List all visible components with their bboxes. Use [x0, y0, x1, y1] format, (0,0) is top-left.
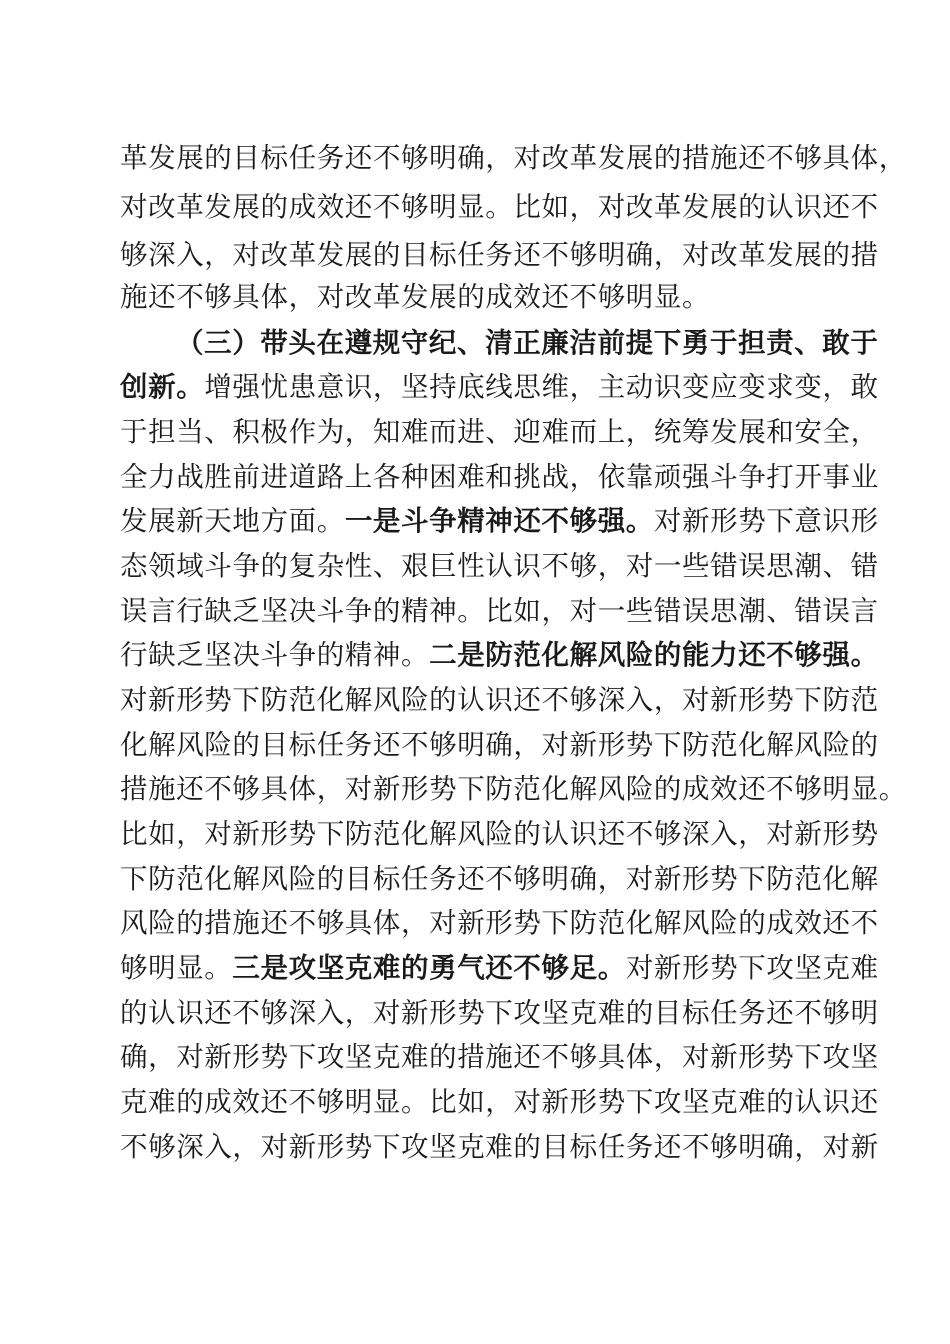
text-line: [120, 1080, 879, 1124]
text-run: 克难的成效还不够明显。比如，对新形势下攻坚克难的认识还: [120, 1086, 879, 1118]
text-line: [120, 901, 879, 945]
text-line: [120, 544, 879, 588]
text-run: 风险的措施还不够具体，对新形势下防范化解风险的成效还不: [120, 907, 879, 939]
text-run: 的认识还不够深入，对新形势下攻坚克难的目标任务还不够明: [120, 997, 879, 1029]
text-line: [120, 946, 879, 990]
point-heading-2: 二是防范化解风险的能力还不够强。: [429, 639, 879, 671]
text-run: 对改革发展的成效还不够明显。比如，对改革发展的认识还不: [120, 191, 879, 223]
text-run: 施还不够具体，对改革发展的成效还不够明显。: [120, 281, 711, 313]
text-run: 对新形势下意识形: [653, 505, 879, 537]
text-run: 化解风险的目标任务还不够明确，对新形势下防范化解风险的: [120, 729, 879, 761]
section-heading: （三）带头在遵规守纪、清正廉洁前提下勇于担责、敢于: [176, 327, 879, 359]
text-run: 误言行缺乏坚决斗争的精神。比如，对一些错误思潮、错误言: [120, 595, 879, 627]
text-run: 全力战胜前进道路上各种困难和挑战，依靠顽强斗争打开事业: [120, 461, 879, 493]
text-run: 不够深入，对新形势下攻坚克难的目标任务还不够明确，对新: [120, 1131, 879, 1163]
text-run: 态领域斗争的复杂性、艰巨性认识不够，对一些错误思潮、错: [120, 550, 879, 582]
text-line: [120, 136, 907, 180]
point-heading-1: 一是斗争精神还不够强。: [344, 505, 654, 537]
text-line: [120, 589, 879, 633]
text-line: [120, 723, 879, 767]
text-line: [120, 633, 879, 677]
text-line: [120, 1125, 879, 1169]
text-line: [120, 410, 879, 454]
text-line: [120, 233, 879, 277]
text-run: 增强忧患意识，坚持底线思维，主动识变应变求变，敢: [204, 371, 879, 403]
text-run: 比如，对新形势下防范化解风险的认识还不够深入，对新形势: [120, 818, 879, 850]
text-line: [120, 678, 879, 722]
section-heading-line: [176, 321, 879, 365]
text-run: 对新形势下攻坚克难: [625, 952, 879, 984]
text-line: [120, 275, 840, 319]
text-run: 够深入，对改革发展的目标任务还不够明确，对改革发展的措: [120, 239, 879, 271]
text-line: [120, 812, 879, 856]
text-line: [120, 365, 879, 409]
text-run: 下防范化解风险的目标任务还不够明确，对新形势下防范化解: [120, 863, 879, 895]
text-run: 行缺乏坚决斗争的精神。: [120, 639, 430, 671]
text-run: 革发展的目标任务还不够明确，对改革发展的措施还不够具体，: [120, 142, 907, 174]
text-line: [120, 455, 879, 499]
text-line: [120, 857, 879, 901]
text-run: 于担当、积极作为，知难而进、迎难而上，统筹发展和安全，: [120, 416, 879, 448]
text-line: [120, 185, 879, 229]
point-heading-3: 三是攻坚克难的勇气还不够足。: [232, 952, 626, 984]
text-run: 确，对新形势下攻坚克难的措施还不够具体，对新形势下攻坚: [120, 1041, 879, 1073]
text-run: 措施还不够具体，对新形势下防范化解风险的成效还不够明显。: [120, 773, 907, 805]
text-line: [120, 767, 907, 811]
text-line: [120, 499, 879, 543]
text-run: 发展新天地方面。: [120, 505, 345, 537]
text-line: [120, 1035, 879, 1079]
text-run: 够明显。: [120, 952, 233, 984]
text-run: 对新形势下防范化解风险的认识还不够深入，对新形势下防范: [120, 684, 879, 716]
text-line: [120, 991, 879, 1035]
section-heading-end: 创新。: [120, 371, 205, 403]
